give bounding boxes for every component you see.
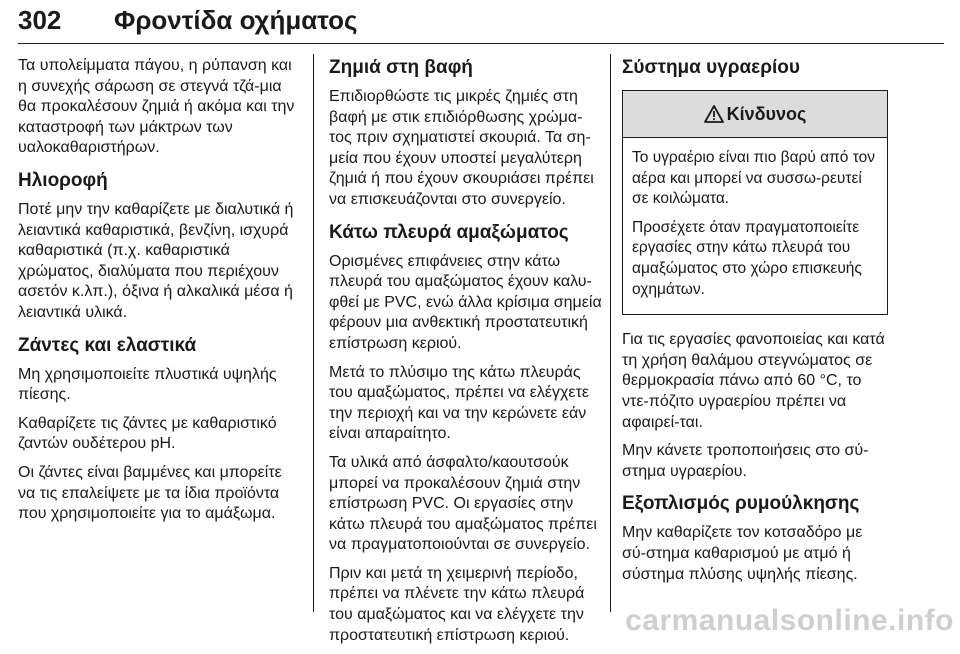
danger-box (622, 90, 888, 315)
column-middle (329, 56, 605, 654)
sunroof-heading: Ηλιοροφή (18, 169, 108, 191)
danger-box-title: Κίνδυνος (726, 103, 807, 124)
paint-damage-paragraph: Επιδιορθώστε τις μικρές ζημιές στη βαφή με στικ επιδιόρθωσης χρώμα-τος πριν σχηματιστεί σκουριά. Τα ση-μεία που έχουν υποστεί μεγαλύτερη ζημιά ή που έχουν σκουριάσει πρέπει να επισκευάζονται στο συνεργείο. (329, 88, 594, 208)
lpg-paragraph: Για τις εργασίες φανοποιείας και κατά τη χρήση θαλάμου στεγνώματος σε θερμοκρασία πάνω από 60 °C, το ντε-πόζιτο υγραερίου πρέπει να αφαιρεί-ται. (622, 331, 885, 431)
wheels-paragraph: Οι ζάντες είναι βαμμένες και μπορείτε να τις επαλείψετε με τα ίδια προϊόντα που χρησιμοποιείτε για το αμάξωμα. (18, 463, 282, 523)
wheels-paragraph: Μη χρησιμοποιείτε πλυστικά υψηλής πίεσης. (18, 365, 277, 404)
sunroof-paragraph: Ποτέ μην την καθαρίζετε με διαλυτικά ή λειαντικά καθαριστικά, βενζίνη, ισχυρά καθαριστικά (π.χ. καθαριστικά χρώματος, διαλύματα που περιέχουν ασετόν κ.λπ.), όξινα ή αλκαλικά μέσα ή λειαντικά υλικά. (18, 200, 294, 321)
danger-box-body (623, 138, 887, 314)
column-divider (610, 54, 611, 612)
towing-heading: Εξοπλισμός ρυμούλκησης (622, 493, 860, 515)
page-number: 302 (18, 5, 62, 35)
underbody-heading: Κάτω πλευρά αμαξώματος (329, 221, 569, 243)
underbody-paragraph: Τα υλικά από άσφαλτο/καουτσούκ μπορεί να προκαλέσουν ζημιά στην επίστρωση PVC. Οι εργασίες στην κάτω πλευρά του αμαξώματος πρέπει να πραγματοποιούνται σε συνεργείο. (329, 453, 597, 554)
wiper-paragraph: Τα υπολείμματα πάγου, η ρύπανση και η συνεχής σάρωση σε στεγνά τζά-μια θα προκαλέσουν ζημιά ή ακόμα και την καταστροφή των μάκτρων των υαλοκαθαριστήρων. (18, 57, 295, 157)
page-header (18, 0, 944, 44)
watermark: carmanualsonline.info (625, 604, 954, 637)
danger-paragraph: Το υγραέριο είναι πιο βαρύ από τον αέρα και μπορεί να συσσω-ρευτεί σε κοιλώματα. (632, 149, 876, 208)
danger-paragraph: Προσέχετε όταν πραγματοποιείτε εργασίες στην κάτω πλευρά του αμαξώματος στο χώρο επισκευής οχημάτων. (632, 218, 862, 298)
paint-damage-heading: Ζημιά στη βαφή (329, 57, 473, 78)
warning-triangle-icon (704, 105, 724, 123)
danger-box-header (623, 91, 887, 138)
lpg-system-heading: Σύστημα υγραερίου (622, 57, 800, 78)
column-right (622, 56, 888, 593)
underbody-paragraph: Μετά το πλύσιμο της κάτω πλευράς του αμαξώματος, πρέπει να ελέγχετε την περιοχή και να την κερώνετε εάν είναι απαραίτητο. (329, 363, 590, 443)
towing-paragraph: Μην καθαρίζετε τον κοτσαδόρο με σύ-στημα καθαρισμού με ατμό ή σύστημα πλύσης υψηλής πίεσης. (622, 524, 863, 583)
page-title: Φροντίδα οχήματος (114, 5, 358, 35)
lpg-paragraph: Μην κάνετε τροποποιήσεις στο σύ-στημα υγραερίου. (622, 442, 869, 480)
underbody-paragraph: Ορισμένες επιφάνειες στην κάτω πλευρά του αμαξώματος έχουν καλυ-φθεί με PVC, ενώ άλλα κρίσιμα σημεία φέρουν μια ανθεκτική προστατευτική επίστρωση κεριού. (329, 252, 602, 352)
column-left (18, 56, 302, 533)
column-divider (313, 54, 314, 612)
wheels-heading: Ζάντες και ελαστικά (18, 334, 197, 356)
wheels-paragraph: Καθαρίζετε τις ζάντες με καθαριστικό ζαντών ουδέτερου pH. (18, 414, 277, 453)
underbody-paragraph: Πριν και μετά τη χειμερινή περίοδο, πρέπει να πλένετε την κάτω πλευρά του αμαξώματος και να ελέγχετε την προστατευτική επίστρωση κεριού. (329, 564, 585, 644)
